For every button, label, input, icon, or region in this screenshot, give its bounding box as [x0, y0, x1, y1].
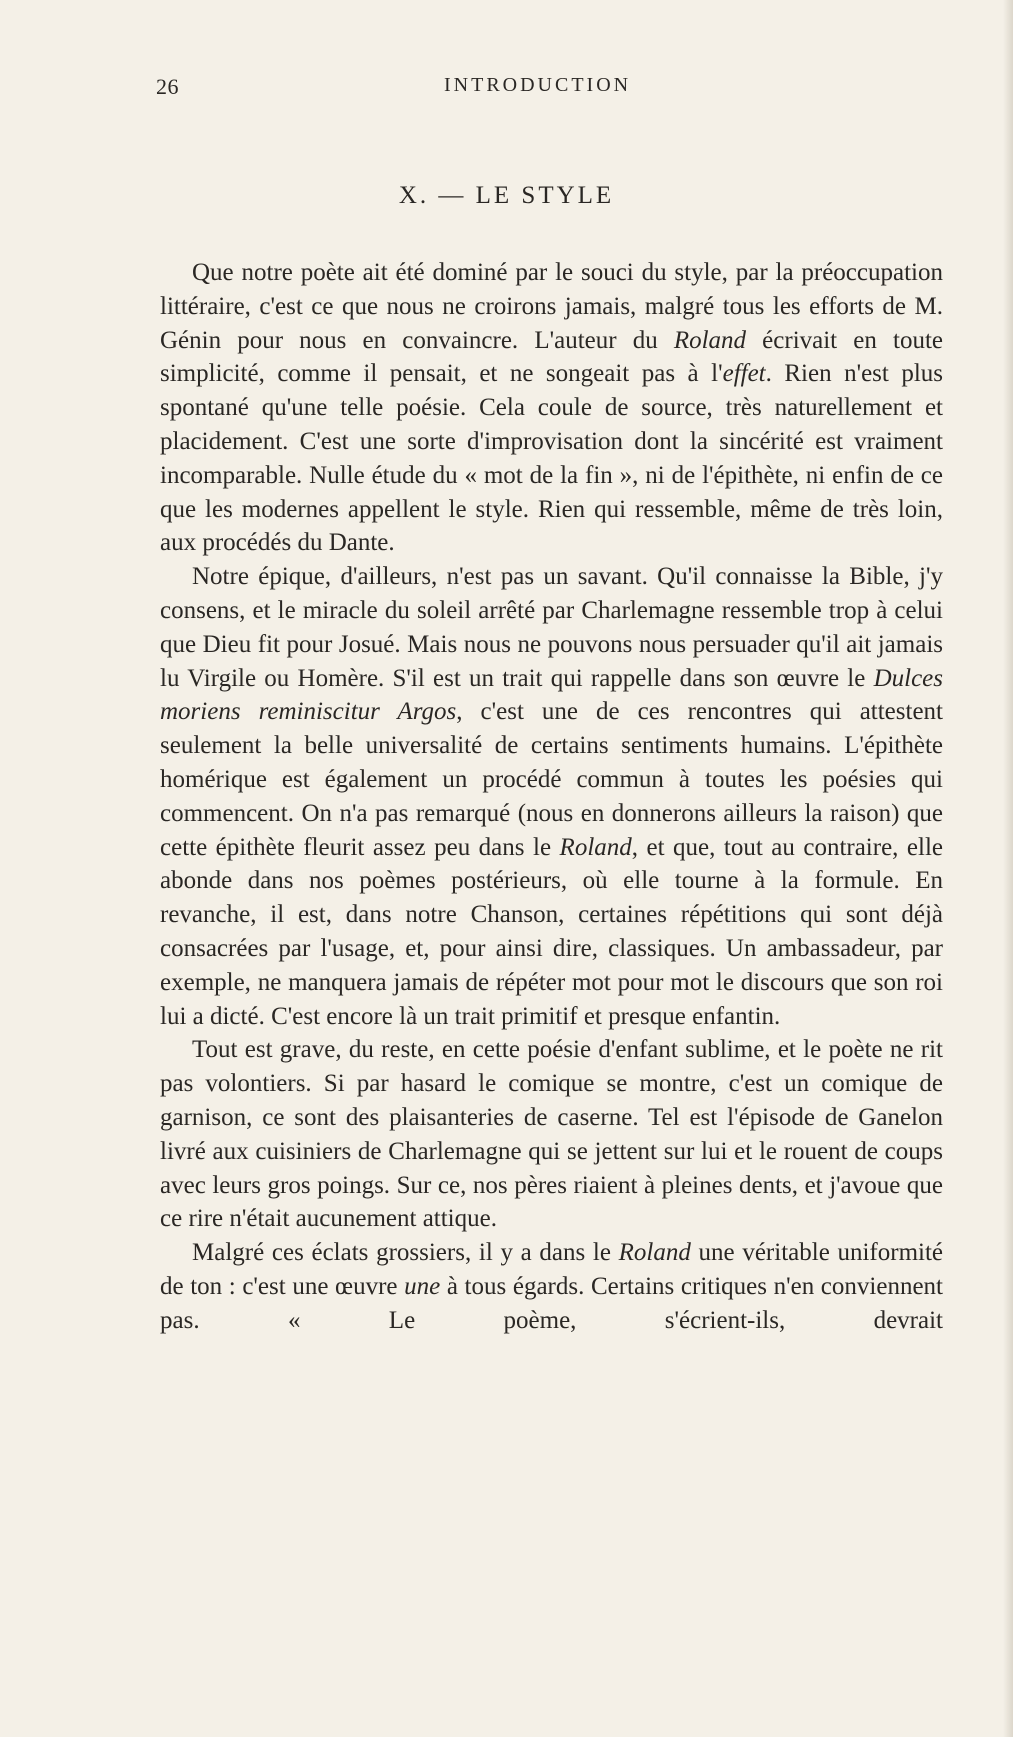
italic-segment: effet: [722, 360, 766, 388]
text-segment: écrivait en toute simplicité, comme il pensait, et ne songeait pas à l': [160, 326, 943, 388]
text-segment: . Rien n'est plus spontané qu'une telle poésie. Cela coule de source, très naturellement et placidement. C'est une sorte d'improvisation dont la sincérité est vraiment incomparable. Nulle étude du « mot de la fin », ni de l'épithète, ni enfin de ce que les modernes appellent le style. Rien qui ressemble, même de très loin, aux procédés du Dante.: [160, 360, 943, 557]
italic-segment: Dulces moriens reminiscitur Argos: [160, 664, 943, 726]
text-segment: , c'est une de ces rencontres qui attestent seulement la belle universalité de certains sentiments humains. L'épithète homérique est également un procédé commun à toutes les poésies qui commencent. On n'a pas remarqué (nous en donnerons ailleurs la raison) que cette épithète fleurit assez peu dans le: [160, 698, 943, 861]
paragraph-4: [160, 1236, 943, 1337]
paragraph-2: [160, 560, 943, 1033]
text-segment: , et que, tout au contraire, elle abonde dans nos poèmes postérieurs, où elle tourne à la formule. En revanche, il est, dans notre Chanson, certaines répétitions qui sont déjà consacrées par l'usage, et, pour ainsi dire, classiques. Un ambassadeur, par exemple, ne manquera jamais de répéter mot pour mot le discours que son roi lui a dicté. C'est encore là un trait primitif et presque enfantin.: [160, 833, 943, 1030]
italic-segment: Roland: [673, 326, 747, 354]
text-segment: à tous égards. Certains critiques n'en conviennent pas. « Le poème, s'écrient-ils, devrait: [160, 1272, 943, 1334]
page-number: 26: [156, 74, 179, 99]
text-segment: Que notre poète ait été dominé par le souci du style, par la préoccupation littéraire, c'est ce que nous ne croirons jamais, malgré tous les efforts de M. Génin pour nous en convaincre. L'auteur du: [160, 259, 943, 354]
text-segment: Malgré ces éclats grossiers, il y a dans le: [192, 1239, 619, 1267]
running-head: [156, 74, 856, 104]
paragraph-1: [160, 256, 943, 560]
body-text: [160, 256, 943, 1338]
text-segment: Tout est grave, du reste, en cette poésie d'enfant sublime, et le poète ne rit pas volontiers. Si par hasard le comique se montre, c'est un comique de garnison, ce sont des plaisanteries de caserne. Tel est l'épisode de Ganelon livré aux cuisiniers de Charlemagne qui se jettent sur lui et le rouent de coups avec leurs gros poings. Sur ce, nos pères riaient à pleines dents, et j'avoue que ce rire n'était aucunement attique.: [160, 1036, 943, 1233]
italic-segment: une: [404, 1272, 441, 1300]
page-edge-shadow: [1003, 0, 1013, 1737]
text-segment: Notre épique, d'ailleurs, n'est pas un savant. Qu'il connaisse la Bible, j'y consens, et le miracle du soleil arrêté par Charlemagne ressemble trop à celui que Dieu fit pour Josué. Mais nous ne pouvons nous persuader qu'il ait jamais lu Virgile ou Homère. S'il est un trait qui rappelle dans son œuvre le: [160, 563, 943, 692]
italic-segment: Roland: [618, 1239, 691, 1267]
text-segment: une véritable uniformité de ton : c'est une œuvre: [160, 1239, 943, 1300]
section-title: X. — LE STYLE: [398, 182, 615, 209]
paragraph-3: [160, 1033, 943, 1236]
italic-segment: Roland: [559, 833, 632, 861]
running-title: INTRODUCTION: [444, 74, 632, 96]
